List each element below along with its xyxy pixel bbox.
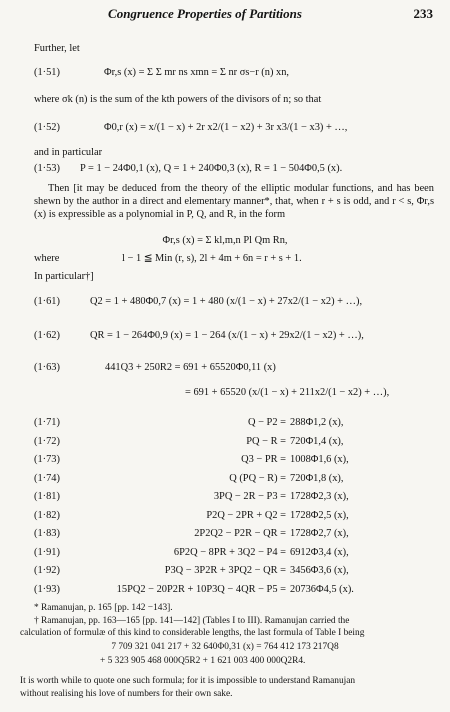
footnote-star: * Ramanujan, p. 165 [pp. 142 −143].: [34, 603, 173, 613]
equation-tag: (1·81): [34, 491, 60, 503]
equation-lhs: Q3 − PR =: [241, 454, 286, 466]
footnote-formula-line-2: + 5 323 905 468 000Q5R2 + 1 621 003 400 000Q2R4.: [100, 656, 306, 666]
equation-rhs: 1728Φ2,7 (x),: [290, 528, 349, 540]
footnote-dagger-line-1: † Ramanujan, pp. 163—165 [pp. 141—142] (Tables I to III). Ramanujan carried the: [34, 616, 350, 626]
equation-1-51: [104, 58, 424, 79]
where-sigma-text: where σk (n) is the sum of the kth powers of the divisors of n; so that: [34, 94, 322, 105]
where-conditions: l − 1 ≦ Min (r, s), 2l + 4m + 6n = r + s + 1.: [122, 253, 302, 264]
equation-tag-1-52: (1·52): [34, 122, 60, 133]
equation-tag: (1·92): [34, 565, 60, 577]
equation-rhs: 6912Φ3,4 (x),: [290, 546, 349, 558]
equation-tag: (1·71): [34, 417, 60, 428]
running-header-title: Congruence Properties of Partitions: [108, 6, 302, 21]
and-in-particular-text: and in particular: [34, 147, 103, 158]
page-number: 233: [413, 6, 433, 21]
footnote-dagger-line-2: calculation of formulæ of this kind to considerable lengths, the last formula of Table I being: [20, 628, 365, 638]
equation-tag-1-62: (1·62): [34, 330, 60, 341]
equation-lhs: P3Q − 3P2R + 3PQ2 − QR =: [164, 565, 286, 577]
equation-1-51-text: Φr,s (x) = Σ Σ mr ns xmn = Σ nr σs−r (n) xn,: [104, 67, 290, 78]
equation-1-63-text: 441Q3 + 250R2 = 691 + 65520Φ0,11 (x): [105, 362, 276, 373]
equation-tag-1-53: (1·53): [34, 163, 60, 174]
equation-lhs: 15PQ2 − 20P2R + 10P3Q − 4QR − P5 =: [116, 584, 286, 595]
equation-lhs: PQ − R =: [246, 435, 286, 447]
equation-form: Φr,s (x) = Σ kl,m,n Pl Qm Rn,: [162, 235, 288, 246]
equation-lhs: Q (PQ − R) =: [229, 472, 286, 484]
equation-lhs: P2Q − 2PR + Q2 =: [206, 509, 286, 521]
then-paragraph: Then [it may be deduced from the theory of the elliptic modular functions, and has been shewn by the author in a direct and elementary manner*, that, when r + s is odd, and r < s, Φr,s (x) is expressible as a polynomial in P, Q, and R, in the form: [34, 183, 434, 220]
equation-tag-1-61: (1·61): [34, 296, 60, 307]
equation-tag: (1·72): [34, 435, 60, 447]
closing-line-2: without realising his love of numbers for their own sake.: [20, 689, 233, 699]
equation-rhs: 288Φ1,2 (x),: [290, 417, 344, 428]
equation-1-53-text: P = 1 − 24Φ0,1 (x), Q = 1 + 240Φ0,3 (x), R = 1 − 504Φ0,5 (x).: [80, 163, 343, 174]
equation-rhs: 1728Φ2,3 (x),: [290, 491, 349, 503]
equation-lhs: 6P2Q − 8PR + 3Q2 − P4 =: [173, 546, 286, 558]
equation-lhs: Q − P2 =: [248, 417, 286, 428]
equation-rhs: 720Φ1,4 (x),: [290, 435, 344, 447]
equation-tag: (1·91): [34, 546, 60, 558]
further-let-text: Further, let: [34, 43, 80, 54]
equation-tag-1-63: (1·63): [34, 362, 60, 373]
equation-tag-1-51: (1·51): [34, 67, 60, 78]
equation-tag: (1·73): [34, 454, 60, 466]
where-word: where: [34, 253, 60, 264]
equation-1-52-text: Φ0,r (x) = x/(1 − x) + 2r x2/(1 − x2) + 3r x3/(1 − x3) + …,: [104, 122, 348, 133]
equation-rhs: 1008Φ1,6 (x),: [290, 454, 349, 466]
equation-tag: (1·83): [34, 528, 60, 540]
equation-lhs: 3PQ − 2R − P3 =: [213, 491, 286, 503]
equation-1-62-text: QR = 1 − 264Φ0,9 (x) = 1 − 264 (x/(1 − x) + 29x2/(1 − x2) + …),: [90, 330, 364, 341]
in-particular-dagger: In particular†]: [34, 271, 94, 282]
equation-rhs: 1728Φ2,5 (x),: [290, 509, 349, 521]
closing-line-1: It is worth while to quote one such formula; for it is impossible to understand Ramanujan: [20, 676, 356, 686]
equation-rhs: 720Φ1,8 (x),: [290, 472, 344, 484]
equation-1-61-text: Q2 = 1 + 480Φ0,7 (x) = 1 + 480 (x/(1 − x) + 27x2/(1 − x2) + …),: [90, 296, 363, 307]
equation-rhs: 3456Φ3,6 (x),: [290, 565, 349, 577]
footnote-formula-line-1: 7 709 321 041 217 + 32 640Φ0,31 (x) = 764 412 173 217Q8: [111, 642, 339, 652]
equation-tag: (1·82): [34, 509, 60, 521]
equation-1-63-continuation: = 691 + 65520 (x/(1 − x) + 211x2/(1 − x2) + …),: [185, 387, 390, 398]
equation-tag: (1·93): [34, 584, 60, 595]
equation-rhs: 20736Φ4,5 (x).: [290, 584, 354, 595]
equation-lhs: 2P2Q2 − P2R − QR =: [194, 528, 286, 540]
equation-tag: (1·74): [34, 472, 60, 484]
